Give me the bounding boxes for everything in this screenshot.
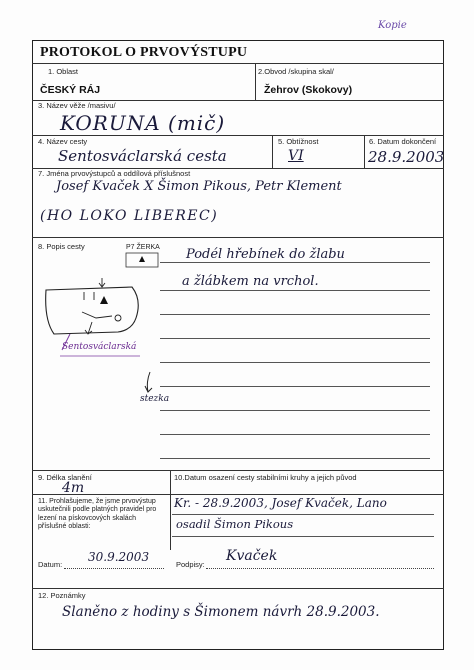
popis-text-line2: a žlábkem na vrchol. [182, 274, 319, 289]
datum-line [64, 568, 164, 569]
signature: Kvaček [226, 548, 278, 564]
popis-label: 8. Popis cesty [38, 242, 85, 251]
obvod-value: Žehrov (Skokovy) [264, 84, 353, 96]
popis-text-line1: Podél hřebínek do žlabu [186, 247, 345, 262]
nazev-cesty-label: 4. Název cesty [38, 137, 88, 146]
podpisy-line [206, 568, 434, 569]
datum-value: 30.9.2003 [88, 550, 150, 564]
obtiznost-value: VI [288, 148, 304, 164]
obtiznost-label: 5. Obtížnost [278, 137, 319, 146]
oblast-value: ČESKÝ RÁJ [40, 84, 101, 96]
nazev-veze-value: KORUNA (mič) [60, 111, 226, 135]
datum-dokonceni-label: 6. Datum dokončení [369, 137, 437, 146]
form-title: PROTOKOL O PRVOVÝSTUPU [40, 45, 248, 60]
datum-dokonceni-value: 28.9.2003 [368, 148, 445, 166]
poznamky-value: Slaněno z hodiny s Šimonem návrh 28.9.2003. [62, 604, 380, 620]
sketch-path-label: stezka [140, 394, 170, 404]
rock-outline [46, 287, 139, 334]
oblast-label: 1. Oblast [48, 67, 79, 76]
datum-label: Datum: [38, 560, 63, 569]
jmena-label: 7. Jména prvovýstupců a oddílová příslušnost [38, 169, 191, 178]
osazeni-label: 10.Datum osazení cesty stabilními kruhy a jejich původ [174, 473, 357, 482]
sketch-route-name: Sentosváclarská [62, 342, 137, 352]
podpisy-label: Podpisy: [176, 560, 205, 569]
obvod-label: 2.Obvod /skupina skal/ [258, 67, 334, 76]
poznamky-label: 12. Poznámky [38, 591, 86, 600]
writing-line [172, 514, 434, 515]
path-arrow-icon [145, 372, 152, 392]
delka-value: 4m [62, 480, 85, 496]
nazev-veze-label: 3. Název věže /masivu/ [38, 101, 116, 110]
corner-note: Kopie [378, 20, 407, 31]
summit-triangle-icon [100, 296, 108, 304]
osazeni-value-line2: osadil Šimon Pikous [176, 517, 294, 531]
arrow-down-icon [99, 278, 105, 287]
prohlaseni-label: 11. Prohlašujeme, že jsme prvovýstup uskutečnili podle platných pravidel pro lezení na pískovcových skalách příslušné oblasti: [38, 498, 157, 531]
jmena-value-line1: Josef Kvaček X Šimon Pikous, Petr Klement [56, 179, 342, 194]
nazev-cesty-value: Sentosváclarská cesta [58, 147, 227, 165]
osazeni-value-line1: Kr. - 28.9.2003, Josef Kvaček, Lano [174, 496, 387, 510]
jmena-value-line2: (HO LOKO LIBEREC) [40, 208, 219, 224]
sketch-triangle-icon [139, 256, 145, 262]
writing-line [172, 536, 434, 537]
sketch-label: P7 ŽERKA [126, 244, 160, 251]
delka-label: 9. Délka slanění [38, 473, 92, 482]
